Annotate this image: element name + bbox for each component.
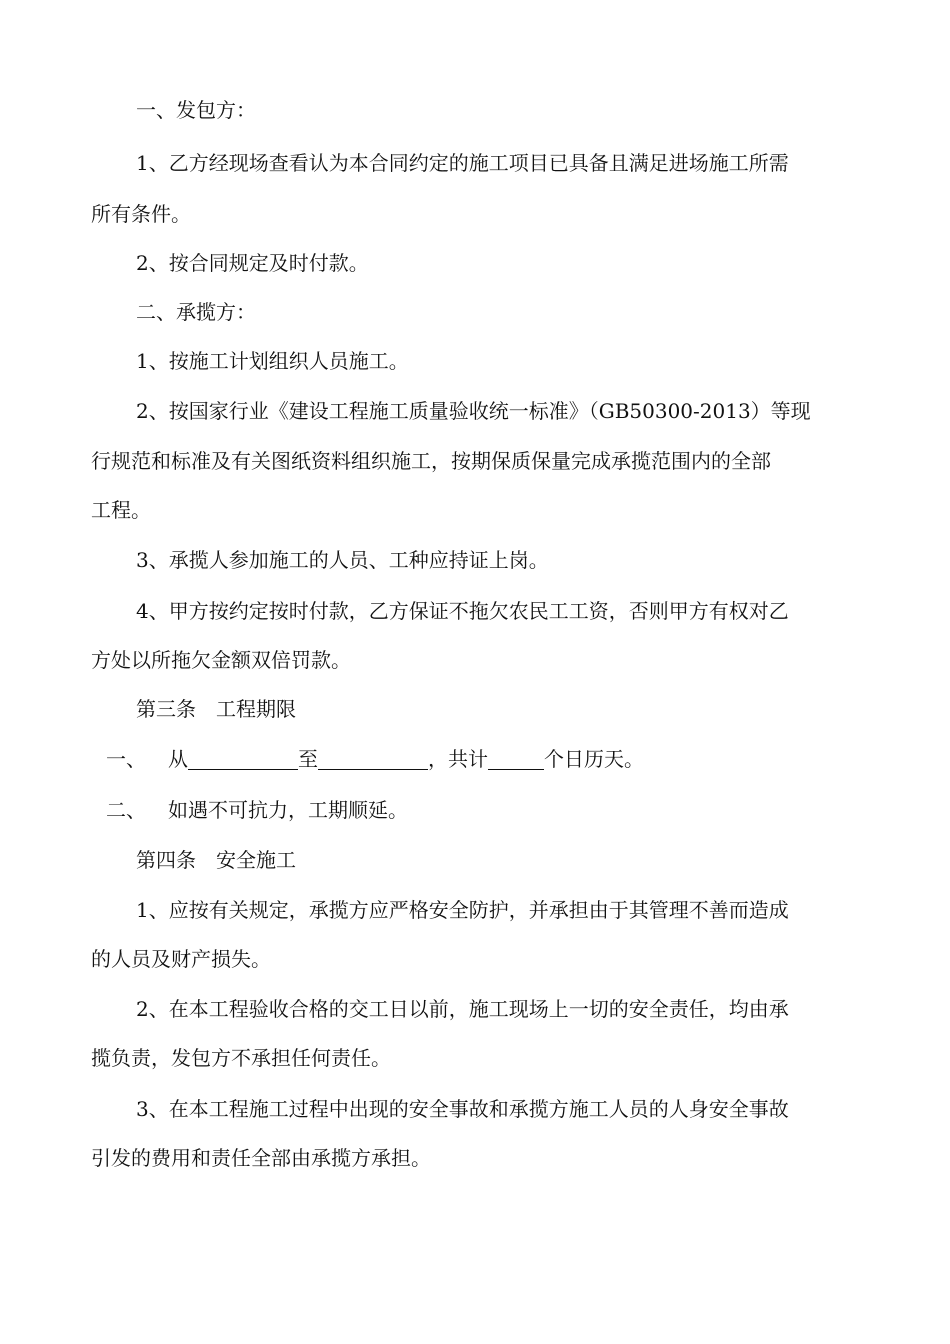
- clause-line: 1、应按有关规定，承揽方应严格安全防护，并承担由于其管理不善而造成: [136, 898, 789, 922]
- end-date-blank[interactable]: [318, 747, 428, 770]
- clause-line: 所有条件。: [91, 202, 191, 226]
- clause-line: 4、甲方按约定按时付款，乙方保证不拖欠农民工工资，否则甲方有权对乙: [136, 599, 789, 623]
- article3-heading: 第三条 工程期限: [136, 697, 296, 721]
- item-number: 一、: [106, 747, 146, 771]
- duration-line: [0, 744, 950, 774]
- clause-line: 2、按国家行业《建设工程施工质量验收统一标准》（GB50300-2013）等现: [136, 399, 811, 423]
- item-number: 二、: [106, 798, 146, 822]
- clause-line: 3、在本工程施工过程中出现的安全事故和承揽方施工人员的人身安全事故: [136, 1097, 789, 1121]
- clause-line: 2、按合同规定及时付款。: [136, 251, 369, 275]
- start-date-blank[interactable]: [188, 747, 298, 770]
- clause-line: 的人员及财产损失。: [91, 947, 271, 971]
- day-count-blank[interactable]: [488, 747, 544, 770]
- clause-line: 行规范和标准及有关图纸资料组织施工，按期保质保量完成承揽范围内的全部: [91, 449, 771, 473]
- total-label: ，共计: [428, 747, 488, 771]
- clause-line: 引发的费用和责任全部由承揽方承担。: [91, 1146, 431, 1170]
- clause-line: 2、在本工程验收合格的交工日以前，施工现场上一切的安全责任，均由承: [136, 997, 789, 1021]
- clause-line: 方处以所拖欠金额双倍罚款。: [91, 648, 351, 672]
- clause-line: 揽负责，发包方不承担任何责任。: [91, 1046, 391, 1070]
- clause-line: 工程。: [91, 498, 151, 522]
- contractor-heading: 二、承揽方：: [136, 300, 256, 324]
- clause-line: 1、按施工计划组织人员施工。: [136, 349, 409, 373]
- force-majeure-text: 如遇不可抗力，工期顺延。: [168, 798, 408, 822]
- to-label: 至: [298, 747, 318, 771]
- from-label: 从: [168, 747, 188, 771]
- employer-heading: 一、发包方：: [136, 98, 256, 122]
- clause-line: 1、乙方经现场查看认为本合同约定的施工项目已具备且满足进场施工所需: [136, 151, 789, 175]
- unit-label: 个日历天。: [544, 747, 644, 771]
- force-majeure-line: [0, 795, 950, 825]
- article4-heading: 第四条 安全施工: [136, 848, 296, 872]
- clause-line: 3、承揽人参加施工的人员、工种应持证上岗。: [136, 548, 549, 572]
